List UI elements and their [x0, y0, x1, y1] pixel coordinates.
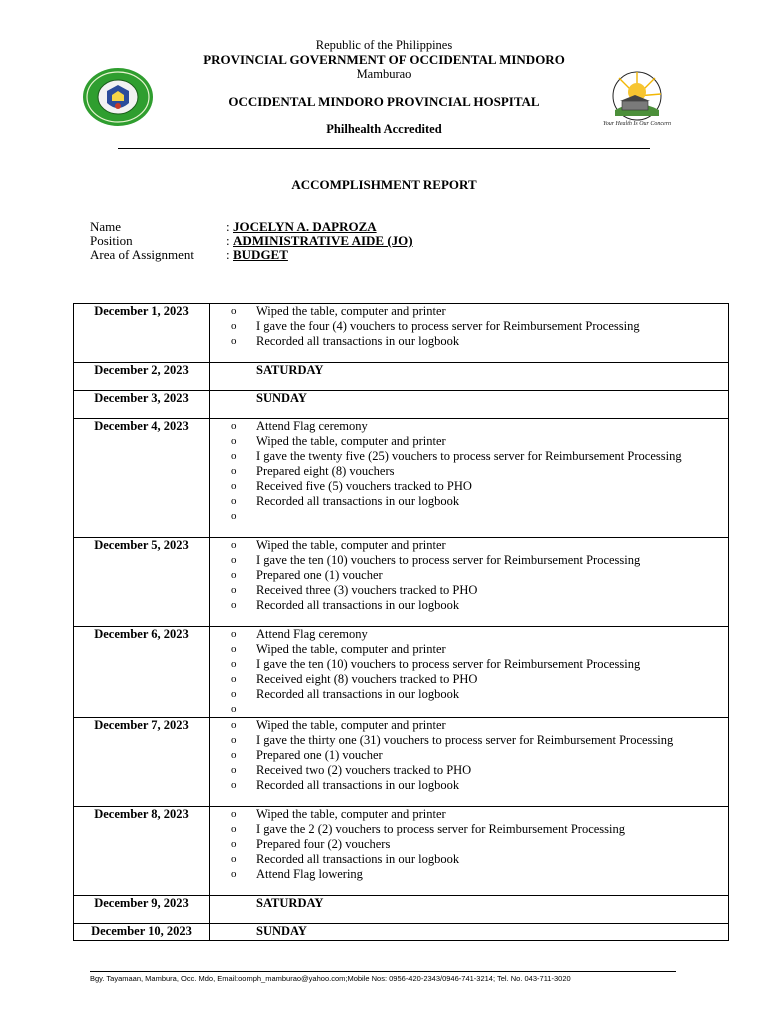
list-item — [231, 509, 721, 524]
table-row — [74, 896, 729, 924]
list-item: o Received two (2) vouchers tracked to PHO — [231, 763, 721, 778]
footer-divider — [90, 971, 676, 972]
list-item: o Attend Flag ceremony — [231, 627, 721, 642]
list-item: o I gave the ten (10) vouchers to process server for Reimbursement Processing — [231, 657, 721, 672]
activity-list — [231, 538, 721, 613]
activities-cell — [210, 807, 729, 896]
table-row — [74, 391, 729, 419]
list-item: o Wiped the table, computer and printer — [231, 642, 721, 657]
activities-cell — [210, 419, 729, 538]
day-label: SUNDAY — [256, 924, 307, 938]
table-row — [74, 924, 729, 941]
date-cell: December 8, 2023 — [74, 807, 210, 896]
day-label: SUNDAY — [256, 391, 307, 405]
activities-cell — [210, 627, 729, 718]
table-row — [74, 419, 729, 538]
accomplishment-table — [73, 303, 729, 941]
name-label: Name — [90, 219, 122, 234]
date-cell: December 3, 2023 — [74, 391, 210, 419]
date-cell: December 10, 2023 — [74, 924, 210, 941]
name-value: JOCELYN A. DAPROZA — [233, 219, 377, 234]
activities-cell — [210, 718, 729, 807]
accreditation-line: Philhealth Accredited — [326, 122, 442, 136]
hospital-logo — [593, 70, 683, 128]
date-cell: December 4, 2023 — [74, 419, 210, 538]
position-colon: : — [226, 233, 230, 248]
table-row — [74, 304, 729, 363]
list-item: o Prepared four (2) vouchers — [231, 837, 721, 852]
table-row — [74, 627, 729, 718]
activity-list — [231, 419, 721, 524]
activities-cell — [210, 363, 729, 391]
list-item: o Wiped the table, computer and printer — [231, 807, 721, 822]
list-item: o Wiped the table, computer and printer — [231, 538, 721, 553]
hospital-name: OCCIDENTAL MINDORO PROVINCIAL HOSPITAL — [228, 94, 540, 109]
table-row — [74, 363, 729, 391]
activity-list — [231, 807, 721, 882]
town-line: Mamburao — [356, 67, 412, 81]
date-cell: December 7, 2023 — [74, 718, 210, 807]
list-item — [231, 702, 721, 717]
list-item: o Recorded all transactions in our logbook — [231, 778, 721, 793]
area-label: Area of Assignment — [90, 247, 194, 262]
list-item: o I gave the thirty one (31) vouchers to process server for Reimbursement Processing — [231, 733, 721, 748]
list-item: o Recorded all transactions in our logbook — [231, 852, 721, 867]
list-item: o Wiped the table, computer and printer — [231, 304, 721, 319]
list-item: o Recorded all transactions in our logbook — [231, 598, 721, 613]
table-row — [74, 807, 729, 896]
provincial-seal-logo — [82, 67, 154, 127]
report-title: ACCOMPLISHMENT REPORT — [291, 177, 477, 192]
header-divider — [118, 148, 650, 149]
table-row — [74, 718, 729, 807]
list-item: o I gave the twenty five (25) vouchers to process server for Reimbursement Processing — [231, 449, 721, 464]
activity-list — [231, 718, 721, 793]
activities-cell — [210, 304, 729, 363]
date-cell: December 1, 2023 — [74, 304, 210, 363]
republic-line: Republic of the Philippines — [315, 38, 453, 52]
area-value: BUDGET — [233, 247, 288, 262]
table-row — [74, 538, 729, 627]
day-label: SATURDAY — [256, 363, 324, 377]
date-cell: December 5, 2023 — [74, 538, 210, 627]
list-item: o Received eight (8) vouchers tracked to PHO — [231, 672, 721, 687]
footer-contact: Bgy. Tayamaan, Mambura, Occ. Mdo, Email:oomph_mamburao@yahoo.com;Mobile Nos: 0956-420-2343/0946-741-3214; Tel. No. 043-711-3020 — [90, 974, 571, 983]
list-item: o I gave the 2 (2) vouchers to process server for Reimbursement Processing — [231, 822, 721, 837]
list-item: o Attend Flag lowering — [231, 867, 721, 882]
activities-cell — [210, 896, 729, 924]
list-item: o Prepared one (1) voucher — [231, 748, 721, 763]
date-cell: December 2, 2023 — [74, 363, 210, 391]
date-cell: December 6, 2023 — [74, 627, 210, 718]
list-item: o I gave the four (4) vouchers to process server for Reimbursement Processing — [231, 319, 721, 334]
list-item: o Recorded all transactions in our logbook — [231, 334, 721, 349]
list-item: o Received five (5) vouchers tracked to PHO — [231, 479, 721, 494]
list-item: o Recorded all transactions in our logbook — [231, 687, 721, 702]
list-item: o Prepared eight (8) vouchers — [231, 464, 721, 479]
activities-cell — [210, 924, 729, 941]
list-item: o I gave the ten (10) vouchers to process server for Reimbursement Processing — [231, 553, 721, 568]
list-item: o Prepared one (1) voucher — [231, 568, 721, 583]
position-label: Position — [90, 233, 133, 248]
list-item: o Received three (3) vouchers tracked to PHO — [231, 583, 721, 598]
activity-list — [231, 304, 721, 349]
date-cell: December 9, 2023 — [74, 896, 210, 924]
day-label: SATURDAY — [256, 896, 324, 910]
name-colon: : — [226, 219, 230, 234]
list-item: o Wiped the table, computer and printer — [231, 434, 721, 449]
activities-cell — [210, 538, 729, 627]
provincial-government-line: PROVINCIAL GOVERNMENT OF OCCIDENTAL MINDORO — [203, 52, 565, 67]
hospital-logo-caption: Your Health Is Our Concern — [602, 121, 672, 127]
list-item: o Wiped the table, computer and printer — [231, 718, 721, 733]
activity-list — [231, 627, 721, 717]
activities-cell — [210, 391, 729, 419]
position-value: ADMINISTRATIVE AIDE (JO) — [233, 233, 413, 248]
list-item: o Attend Flag ceremony — [231, 419, 721, 434]
area-colon: : — [226, 247, 230, 262]
list-item: o Recorded all transactions in our logbook — [231, 494, 721, 509]
